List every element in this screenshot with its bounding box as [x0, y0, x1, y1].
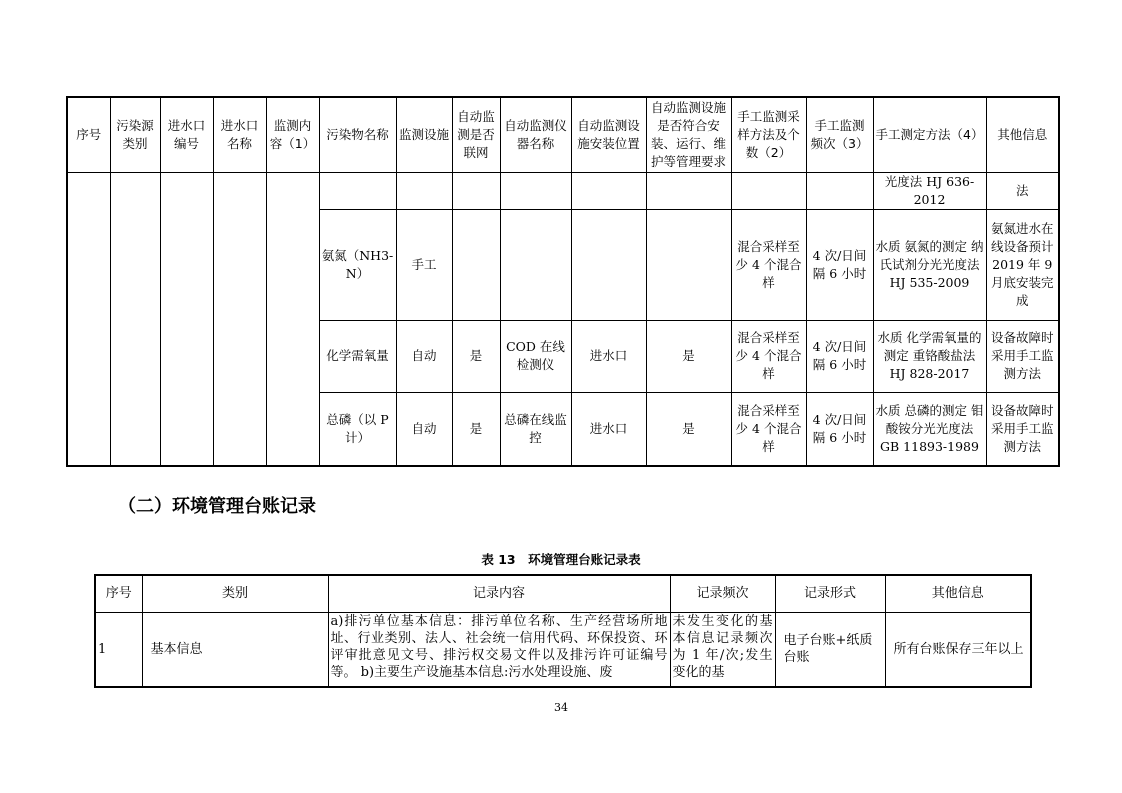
header-cell: 污染源类别: [110, 97, 160, 172]
cell-content: a)排污单位基本信息：排污单位名称、生产经营场所地址、行业类别、法人、社会统一信用代码、环保投资、环评审批意见文号、排污权交易文件以及排污许可证编号等。 b)主要生产设施基本信息:污水处理设施、废: [328, 612, 670, 687]
header-cell: 其他信息: [885, 575, 1031, 612]
header-cell: 类别: [142, 575, 328, 612]
cell-sampling: 混合采样至少 4 个混合样: [731, 209, 806, 320]
cell-pollutant: 氨氮（NH3-N）: [319, 209, 396, 320]
cell-instrument: [500, 209, 571, 320]
cell-instrument: [500, 172, 571, 209]
cell-facility: [396, 172, 452, 209]
cell-facility: 自动: [396, 392, 452, 466]
table-header-row: [95, 575, 1031, 612]
cell-other: 法: [986, 172, 1059, 209]
header-cell: 自动监测设施是否符合安装、运行、维护等管理要求: [646, 97, 731, 172]
cell-other: 设备故障时采用手工监测方法: [986, 392, 1059, 466]
cell-monitor-content: [266, 172, 319, 466]
cell-pollutant: 总磷（以 P 计）: [319, 392, 396, 466]
cell-category: 基本信息: [142, 612, 328, 687]
cell-compliant: [646, 209, 731, 320]
cell-instrument: COD 在线检测仪: [500, 320, 571, 392]
cell-networked: [452, 209, 500, 320]
cell-method: 水质 化学需氧量的测定 重铬酸盐法 HJ 828-2017: [873, 320, 986, 392]
header-cell: 记录内容: [328, 575, 670, 612]
section-heading: （二）环境管理台账记录: [118, 496, 316, 517]
cell-other: 氨氮进水在线设备预计 2019 年 9 月底安装完成: [986, 209, 1059, 320]
cell-compliant: [646, 172, 731, 209]
cell-instrument: 总磷在线监控: [500, 392, 571, 466]
header-cell: 自动监测仪器名称: [500, 97, 571, 172]
table-row: [95, 612, 1031, 687]
page-number: 34: [554, 701, 568, 714]
monitoring-table: [66, 96, 1060, 467]
cell-inlet-code: [160, 172, 213, 466]
cell-sampling: 混合采样至少 4 个混合样: [731, 392, 806, 466]
cell-sampling: [731, 172, 806, 209]
ledger-table: [94, 574, 1032, 688]
cell-serial: [67, 172, 110, 466]
cell-frequency: 4 次/日间隔 6 小时: [806, 209, 873, 320]
header-cell: 自动监测是否联网: [452, 97, 500, 172]
cell-frequency: 4 次/日间隔 6 小时: [806, 392, 873, 466]
header-cell: 监测内容（1）: [266, 97, 319, 172]
header-cell: 进水口名称: [213, 97, 266, 172]
header-cell: 自动监测设施安装位置: [571, 97, 646, 172]
header-cell: 进水口编号: [160, 97, 213, 172]
header-cell: 其他信息: [986, 97, 1059, 172]
cell-other: 所有台账保存三年以上: [885, 612, 1031, 687]
table-caption: 表 13 环境管理台账记录表: [481, 552, 641, 567]
cell-networked: 是: [452, 392, 500, 466]
header-cell: 污染物名称: [319, 97, 396, 172]
cell-form: 电子台账+纸质台账: [775, 612, 885, 687]
header-cell: 记录形式: [775, 575, 885, 612]
cell-pollutant: 化学需氧量: [319, 320, 396, 392]
cell-location: [571, 209, 646, 320]
header-cell: 记录频次: [670, 575, 775, 612]
cell-location: [571, 172, 646, 209]
cell-networked: 是: [452, 320, 500, 392]
cell-frequency: [806, 172, 873, 209]
table-header-row: [67, 97, 1059, 172]
cell-compliant: 是: [646, 392, 731, 466]
cell-other: 设备故障时采用手工监测方法: [986, 320, 1059, 392]
cell-frequency: 4 次/日间隔 6 小时: [806, 320, 873, 392]
cell-source-type: [110, 172, 160, 466]
header-cell: 手工监测频次（3）: [806, 97, 873, 172]
cell-frequency: 未发生变化的基本信息记录频次为 1 年/次;发生变化的基: [670, 612, 775, 687]
cell-compliant: 是: [646, 320, 731, 392]
cell-facility: 自动: [396, 320, 452, 392]
cell-method: 水质 氨氮的测定 纳氏试剂分光光度法 HJ 535-2009: [873, 209, 986, 320]
cell-inlet-name: [213, 172, 266, 466]
table-row: [67, 172, 1059, 209]
cell-location: 进水口: [571, 392, 646, 466]
header-cell: 序号: [67, 97, 110, 172]
cell-facility: 手工: [396, 209, 452, 320]
header-cell: 监测设施: [396, 97, 452, 172]
cell-networked: [452, 172, 500, 209]
cell-pollutant: [319, 172, 396, 209]
cell-method: 光度法 HJ 636-2012: [873, 172, 986, 209]
header-cell: 手工测定方法（4）: [873, 97, 986, 172]
cell-sampling: 混合采样至少 4 个混合样: [731, 320, 806, 392]
header-cell: 手工监测采样方法及个数（2）: [731, 97, 806, 172]
cell-method: 水质 总磷的测定 钼酸铵分光光度法 GB 11893-1989: [873, 392, 986, 466]
cell-location: 进水口: [571, 320, 646, 392]
cell-serial: 1: [95, 612, 142, 687]
header-cell: 序号: [95, 575, 142, 612]
